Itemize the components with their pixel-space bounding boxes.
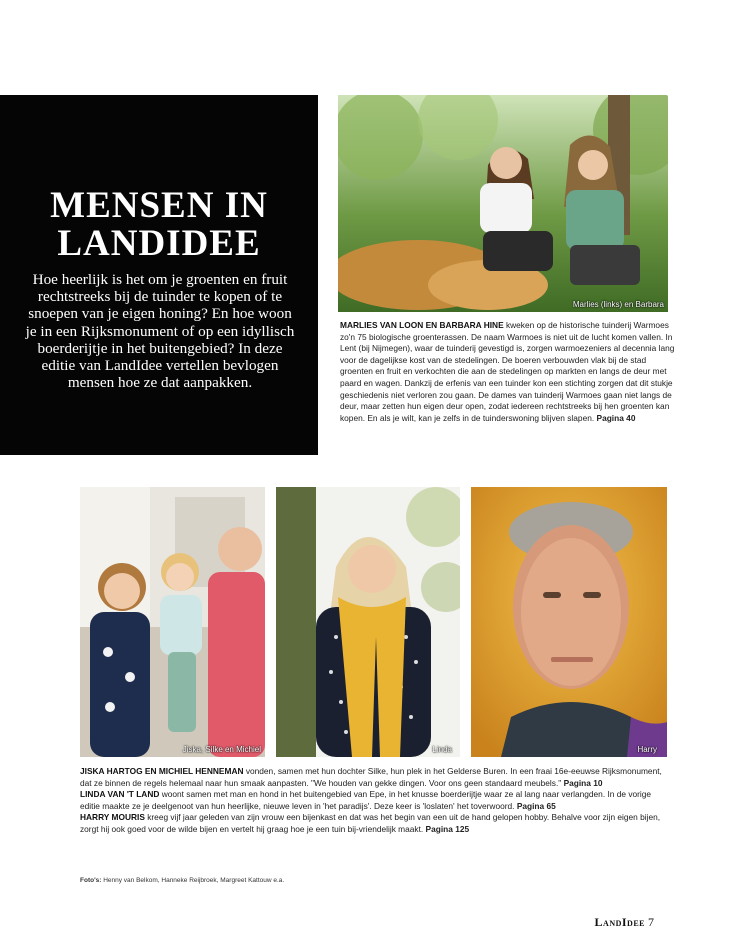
photo-linda — [276, 487, 460, 757]
photo-caption: Linda — [432, 745, 452, 754]
story-text: kreeg vijf jaar geleden van zijn vrouw een bijenkast en dat was het begin van een uit de hand gelopen hobby. Behalve voor zijn eigen bijen, zorgt hij ook goed voor de wilde bijen en vertelt hij graag hoe je een tuin bij-vriendelijk maakt. — [80, 812, 661, 834]
story-name: LINDA VAN 'T LAND — [80, 789, 160, 800]
story-name: HARRY MOURIS — [80, 812, 145, 823]
magazine-name: LandIdee — [594, 915, 645, 929]
intro-panel — [0, 95, 318, 455]
story-text: woont samen met man en hond in het buitengebied van Epe, in het knusse boerderijtje waar ze al lang naar verlangden. In de vorige editie maakte ze je deelgenoot van hun heerlijke, nieuwe leven in 'het paradijs'. Deze keer is 'loslaten' het toverwoord. — [80, 789, 652, 811]
intro-text: Hoe heerlijk is het om je groenten en fruit rechtstreeks bij de tuinder te kopen of te snoepen van je eigen honing? En hoe woon je in een Rijksmonument of op een idyllisch boerderijtje in het buitengebied? In deze editie van LandIdee vertellen bevlogen mensen hoe ze dat aanpakken. — [25, 271, 295, 392]
credits-label: Foto's: — [80, 877, 102, 884]
page-reference: Pagina 40 — [596, 412, 636, 423]
story-name: JISKA HARTOG EN MICHIEL HENNEMAN — [80, 766, 244, 776]
page-headline — [0, 187, 318, 263]
credits-text: Henny van Belkom, Hanneke Reijbroek, Margreet Kattouw e.a. — [101, 877, 285, 884]
story-name: MARLIES VAN LOON EN BARBARA HINE — [340, 320, 504, 330]
page-number: 7 — [648, 915, 654, 929]
story-linda — [80, 789, 670, 812]
story-text: vonden, samen met hun dochter Silke, hun plek in het Gelderse Buren. In een fraai 16e-eeuwse Rijksmonument, dat ze binnen de regels helemaal naar hun smaak aanpasten. "We houden van gekke dingen. Voor ons geen standaard meubels." — [80, 766, 662, 788]
photo-credits — [80, 877, 284, 884]
page-reference: Pagina 65 — [516, 800, 556, 811]
photo-marlies-barbara — [338, 95, 668, 312]
page-reference: Pagina 10 — [563, 777, 603, 788]
page-reference: Pagina 125 — [425, 823, 470, 834]
story-text: kweken op de historische tuinderij Warmoes zo'n 75 biologische groenterassen. De naam Warmoes is niet uit de lucht komen vallen. In Lent (bij Nijmegen), waar de tuinderij gevestigd is, zorgen warmoezeniers al decennia lang voor de dagelijkse kost van de stedelingen. De boeren verbouwden vlak bij de stad groenten en fruit en verkochten die aan de stedelingen op markten en langs de deur met paard en wagen. Dankzij de erfenis van een tuinder kon een stichting zorgen dat dit stukje geschiedenis niet verloren zou gaan. De dames van tuinderij Warmoes gaan niet langs de deur, maar zetten hun eigen deur open, zodat iedereen rechtstreeks bij hen groenten kan kopen. En als je wilt, kan je zelfs in de tuinderswoning blijven slapen. — [340, 320, 675, 423]
photo-caption: Harry — [637, 745, 657, 754]
bottom-stories — [80, 766, 670, 836]
photo-caption: Marlies (links) en Barbara — [572, 300, 664, 309]
headline-line-1: MENSEN IN — [50, 185, 268, 226]
photo-harry — [471, 487, 667, 757]
page-footer — [595, 915, 654, 930]
photo-family — [80, 487, 265, 757]
story-harry — [80, 812, 670, 835]
photo-caption: Jiska, Silke en Michiel — [182, 745, 261, 754]
story-jiska-michiel — [80, 766, 670, 789]
story-marlies-barbara — [340, 320, 675, 424]
headline-line-2: LANDIDEE — [57, 223, 261, 264]
